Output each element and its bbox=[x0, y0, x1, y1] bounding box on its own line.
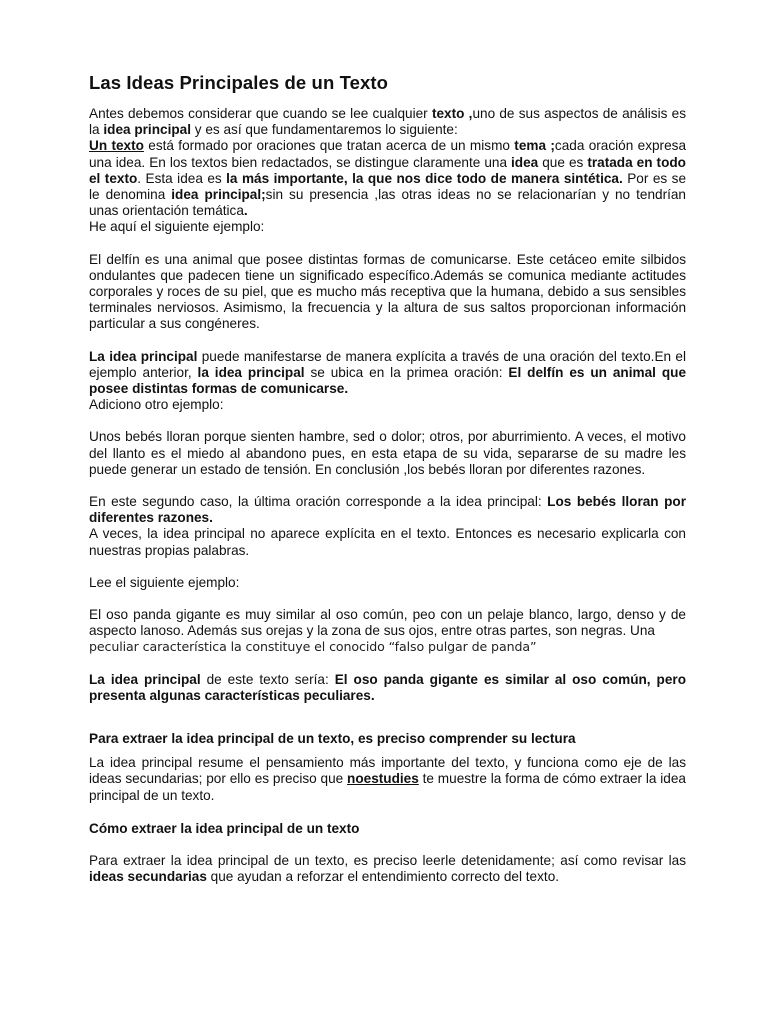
bold-term: El delfín es un animal que posee distintas formas de comunicarse. bbox=[89, 364, 687, 397]
bold-term: texto , bbox=[431, 106, 473, 121]
paragraph-example-intro: He aquí el siguiente ejemplo: bbox=[89, 219, 265, 235]
paragraph-intro bbox=[89, 106, 686, 138]
text-span: puede manifestarse de manera explícita a través de una oración del texto.En el ejemplo anterior, bbox=[89, 348, 686, 380]
text-span: En este segundo caso, la última oración corresponde a la idea principal: bbox=[89, 494, 548, 510]
noestudies-link[interactable]: noestudies bbox=[347, 771, 419, 787]
paragraph-panda-example bbox=[89, 607, 686, 656]
text-span: Por es se le denomina bbox=[89, 170, 687, 203]
bold-term: La idea principal bbox=[89, 671, 201, 687]
text-span: que ayudan a reforzar el entendimiento correcto del texto. bbox=[206, 868, 560, 884]
text-span: sin su presencia ,las otras ideas no se relacionarían y no tendrían unas orientación temática bbox=[89, 187, 686, 219]
document-title: Las Ideas Principales de un Texto bbox=[89, 72, 389, 93]
bold-term: El oso panda gigante es similar al oso común, pero presenta algunas características peculiares. bbox=[89, 671, 686, 703]
bold-term: tratada en todo el texto bbox=[89, 154, 686, 186]
text-span: El oso panda gigante es muy similar al oso común, peo con un pelaje blanco, largo, denso y de aspecto lanoso. Además sus orejas y la zona de sus ojos, entre otras partes, son negras. Una bbox=[89, 607, 686, 639]
text-span: . Esta idea es bbox=[137, 170, 227, 186]
text-span: Para extraer la idea principal de un texto, es preciso leerle detenidamente; así como revisar las bbox=[89, 852, 686, 868]
paragraph-main-idea-summary bbox=[89, 755, 686, 804]
bold-term: Los bebés lloran por diferentes razones. bbox=[89, 494, 687, 526]
paragraph-second-case bbox=[89, 494, 686, 526]
paragraph-panda-main-idea bbox=[89, 672, 686, 704]
text-span: La idea principal resume el pensamiento más importante del texto, y funciona como eje de las ideas secundarias; por ello es preciso que bbox=[89, 755, 686, 787]
paragraph-dolphin-example: El delfín es una animal que posee distintas formas de comunicarse. Este cetáceo emite silbidos ondulantes que padecen tiene un significado específico.Además se comunica mediante actitudes corporales y roces de su piel, que es mucho más receptiva que la humana, debido a sus sensibles terminales nerviosos. Asimismo, la frecuencia y la altura de sus saltos proporcionan información particular a sus congéneres. bbox=[89, 251, 686, 332]
text-span: te muestre la forma de cómo extraer la idea principal de un texto. bbox=[89, 771, 686, 803]
text-span: Antes debemos considerar que cuando se lee cualquier bbox=[89, 106, 432, 121]
bold-term: La idea principal bbox=[89, 348, 198, 364]
bold-term: la más importante, la que nos dice todo de manera sintética. bbox=[226, 170, 623, 186]
text-span: está formado por oraciones que tratan acerca de un mismo bbox=[143, 138, 515, 154]
text-span: y es así que fundamentaremos lo siguiente: bbox=[191, 122, 458, 138]
paragraph-read-example: Lee el siguiente ejemplo: bbox=[89, 574, 240, 590]
text-span: uno de sus aspectos de análisis es la bbox=[89, 106, 687, 138]
text-span: se ubica en la primea oración: bbox=[304, 364, 509, 380]
underlined-term: Un texto bbox=[89, 138, 144, 154]
paragraph-how-to-extract bbox=[89, 853, 686, 885]
text-span: cada oración expresa una idea. En los textos bien redactados, se distingue claramente una bbox=[89, 138, 687, 170]
bold-term: la idea principal bbox=[197, 364, 305, 380]
section-heading-extract: Para extraer la idea principal de un texto, es preciso comprender su lectura bbox=[89, 731, 576, 747]
text-span: de este texto sería: bbox=[200, 671, 335, 687]
text-span: peculiar característica la constituye el conocido “falso pulgar de panda” bbox=[89, 639, 537, 655]
bold-term: . bbox=[243, 203, 248, 219]
text-span: que es bbox=[538, 154, 588, 170]
paragraph-definition bbox=[89, 138, 686, 219]
bold-term: idea principal; bbox=[171, 187, 266, 203]
section-heading-how-to: Cómo extraer la idea principal de un texto bbox=[89, 820, 360, 836]
paragraph-implicit-idea: A veces, la idea principal no aparece explícita en el texto. Entonces es necesario explicarla con nuestras propias palabras. bbox=[89, 526, 686, 558]
bold-term: idea bbox=[511, 154, 539, 170]
bold-term: tema ; bbox=[514, 138, 555, 154]
paragraph-another-example: Adiciono otro ejemplo: bbox=[89, 397, 224, 413]
paragraph-babies-example: Unos bebés lloran porque sienten hambre, sed o dolor; otros, por aburrimiento. A veces, el motivo del llanto es el miedo al abandono pues, en esta etapa de su vida, separarse de su madre les puede generar un estado de tensión. En conclusión ,los bebés lloran por diferentes razones. bbox=[89, 429, 686, 477]
bold-term: ideas secundarias bbox=[89, 868, 207, 884]
bold-term: idea principal bbox=[103, 122, 191, 138]
paragraph-main-idea-explicit bbox=[89, 349, 686, 398]
